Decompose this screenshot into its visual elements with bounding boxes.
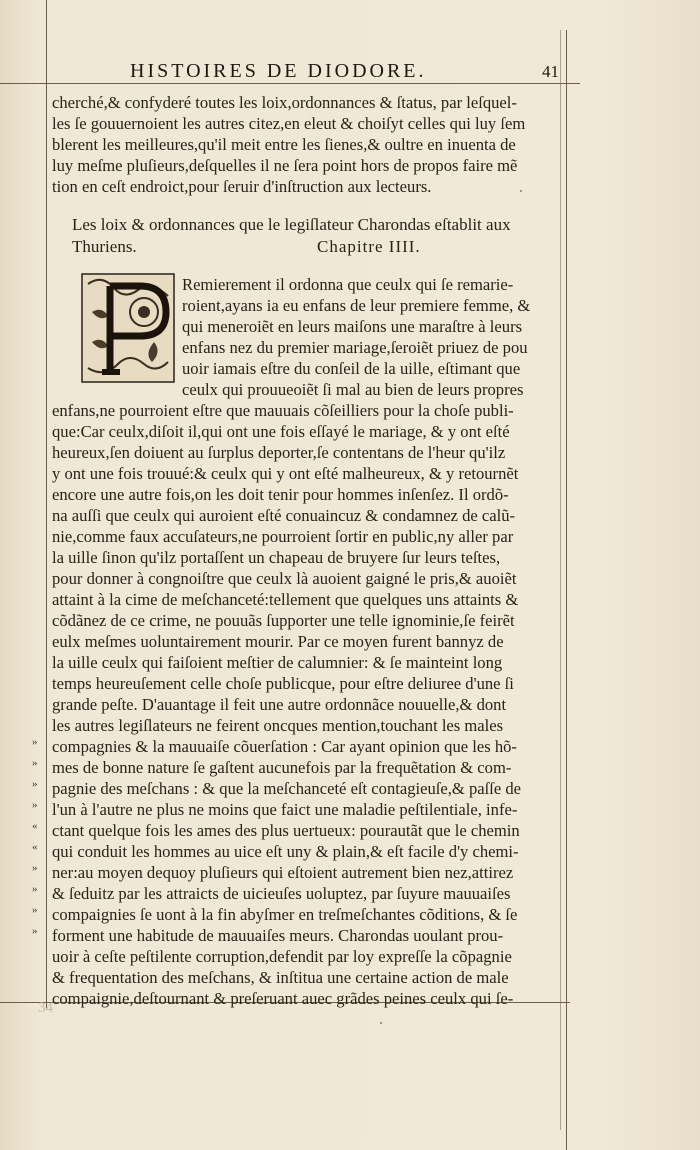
running-title: HISTOIRES DE DIODORE. <box>130 60 427 82</box>
text-line: attaint à la cime de meſchanceté:tellement que quelques uns attaints & <box>52 590 519 609</box>
text-line: l'un à l'autre ne plus ne moins que faict une maladie peſtilentiale, infe- <box>52 800 518 819</box>
chapter-title-line: Les loix & ordonnances que le legiſlateur Charondas eſtablit aux <box>72 215 511 234</box>
body-paragraph <box>52 400 564 1009</box>
margin-mark: « <box>32 820 38 832</box>
text-line: uoir iamais eſtre du conſeil de la uille, eſtimant que <box>182 359 521 378</box>
dropcap-paragraph <box>182 274 562 400</box>
margin-mark: » <box>32 757 38 769</box>
decorated-initial-p <box>80 272 176 384</box>
margin-mark: » <box>32 883 38 895</box>
text-line: tion en ceſt endroict,pour ſeruir d'inſtruction aux lecteurs. <box>52 177 432 196</box>
header-rule <box>0 83 580 84</box>
text-line: la uille ceulx qui faiſoient meſtier de calumnier: & ſe mainteint long <box>52 653 503 672</box>
text-line: uoir à ceſte peſtilente corruption,defendit par loy expreſſe la cõpagnie <box>52 947 512 966</box>
text-line: Remierement il ordonna que ceulx qui ſe remarie- <box>182 275 514 294</box>
chapter-title-line: Thuriens. <box>72 237 137 256</box>
margin-mark: » <box>32 736 38 748</box>
text-line: compaignies ſe uont à la fin abyſmer en treſmeſchantes cõditions, & ſe <box>52 905 518 924</box>
margin-mark: » <box>32 904 38 916</box>
text-line: ceulx qui prouueoiẽt ſi mal au bien de leurs propres <box>182 380 524 399</box>
marginal-quote-marks <box>32 736 48 946</box>
text-line: & ſeduitz par les attraicts de uicieuſes uoluptez, par ſuyure mauuaiſes <box>52 884 511 903</box>
paper-speck <box>520 190 522 192</box>
text-line: ctant quelque fois les ames des plus uertueux: pourautãt que le chemin <box>52 821 520 840</box>
text-line: roient,ayans ia eu enfans de leur premiere femme, & <box>182 296 531 315</box>
text-line: & frequentation des meſchans, & inſtitua une certaine action de male <box>52 968 509 987</box>
intro-paragraph <box>52 92 564 197</box>
right-margin-rule <box>566 30 567 1150</box>
text-line: blerent les meilleures,qu'il meit entre les ſienes,& oultre en inuenta de <box>52 135 516 154</box>
text-line: luy meſme pluſieurs,deſquelles il ne ſera point hors de propos faire mẽ <box>52 156 518 175</box>
text-line: que:Car ceulx,diſoit il,qui ont une fois eſſayé le mariage, & y ont eſté <box>52 422 510 441</box>
bleed-through-number: 34 <box>38 1000 53 1016</box>
paper-speck <box>380 1022 382 1024</box>
text-line: pagnie des meſchans : & que la meſchanceté eſt contagieuſe,& paſſe de <box>52 779 522 798</box>
text-line: compagnies & la mauuaiſe cõuerſation : Car ayant opinion que les hõ- <box>52 737 517 756</box>
text-line: pour donner à congnoiſtre que ceulx là auoient gaigné le pris,& auoiẽt <box>52 569 517 588</box>
text-line: la uille ſinon qu'ilz portaſſent un chapeau de bruyere ſur leurs teſtes, <box>52 548 501 567</box>
text-line: heureux,ſen doiuent au ſurplus deporter,ſe contentans de l'heur qu'ilz <box>52 443 506 462</box>
text-line: mes de bonne nature ſe gaſtent aucunefois par la frequẽtation & com- <box>52 758 512 777</box>
text-line: encore une autre fois,on les doit tenir pour hommes inſenſez. Il ordõ- <box>52 485 509 504</box>
margin-mark: » <box>32 862 38 874</box>
margin-mark: « <box>32 841 38 853</box>
page-number: 41 <box>542 62 559 81</box>
text-line: cõdãnez de ce crime, ne pouuãs ſupporter une telle ignominie,ſe feirẽt <box>52 611 515 630</box>
text-line: enfans,ne pourroient eſtre que mauuais cõſeilliers pour la choſe publi- <box>52 401 514 420</box>
ornament-initial-icon <box>80 272 176 384</box>
text-line: nie,comme faux accuſateurs,ne pourroient ſortir en public,ny aller par <box>52 527 514 546</box>
text-line: grande peſte. D'auantage il feit une autre ordonnãce nouuelle,& dont <box>52 695 507 714</box>
text-line: ner:au moyen dequoy pluſieurs qui eſtoient autrement bien nez,attirez <box>52 863 514 882</box>
text-line: les autres legiſlateurs ne feirent oncques mention,touchant les males <box>52 716 504 735</box>
text-line: cherché,& confyderé toutes les loix,ordonnances & ſtatus, par leſquel- <box>52 93 517 112</box>
text-line: y ont une fois trouué:& ceulx qui y ont eſté malheureux, & y retournẽt <box>52 464 519 483</box>
margin-mark: » <box>32 799 38 811</box>
chapter-heading <box>72 214 552 258</box>
margin-mark: » <box>32 925 38 937</box>
text-line: enfans nez du premier mariage,ſeroiẽt priuez de pou <box>182 338 528 357</box>
text-line: eulx meſmes uoluntairement mourir. Par ce moyen furent bannyz de <box>52 632 504 651</box>
text-line: qui meneroiẽt en leurs maiſons une maraſtre à leurs <box>182 317 523 336</box>
chapter-number: Chapitre IIII. <box>317 237 421 256</box>
text-line: les ſe gouuernoient les autres citez,en eleut & choiſyt celles qui luy ſem <box>52 114 526 133</box>
text-line: forment une habitude de mauuaiſes meurs. Charondas uoulant prou- <box>52 926 504 945</box>
margin-mark: » <box>32 778 38 790</box>
text-line: qui conduit les hommes au uice eſt uny & plain,& eſt facile d'y chemi- <box>52 842 519 861</box>
text-line: compaignie,deſtournant & preſeruant auec grãdes peines ceulx qui ſe- <box>52 989 514 1008</box>
text-line: na auſſi que ceulx qui auroient eſté conuaincuz & condamnez de calũ- <box>52 506 516 525</box>
text-line: temps heureuſement celle choſe publicque, pour eſtre deliuree d'une ſi <box>52 674 514 693</box>
